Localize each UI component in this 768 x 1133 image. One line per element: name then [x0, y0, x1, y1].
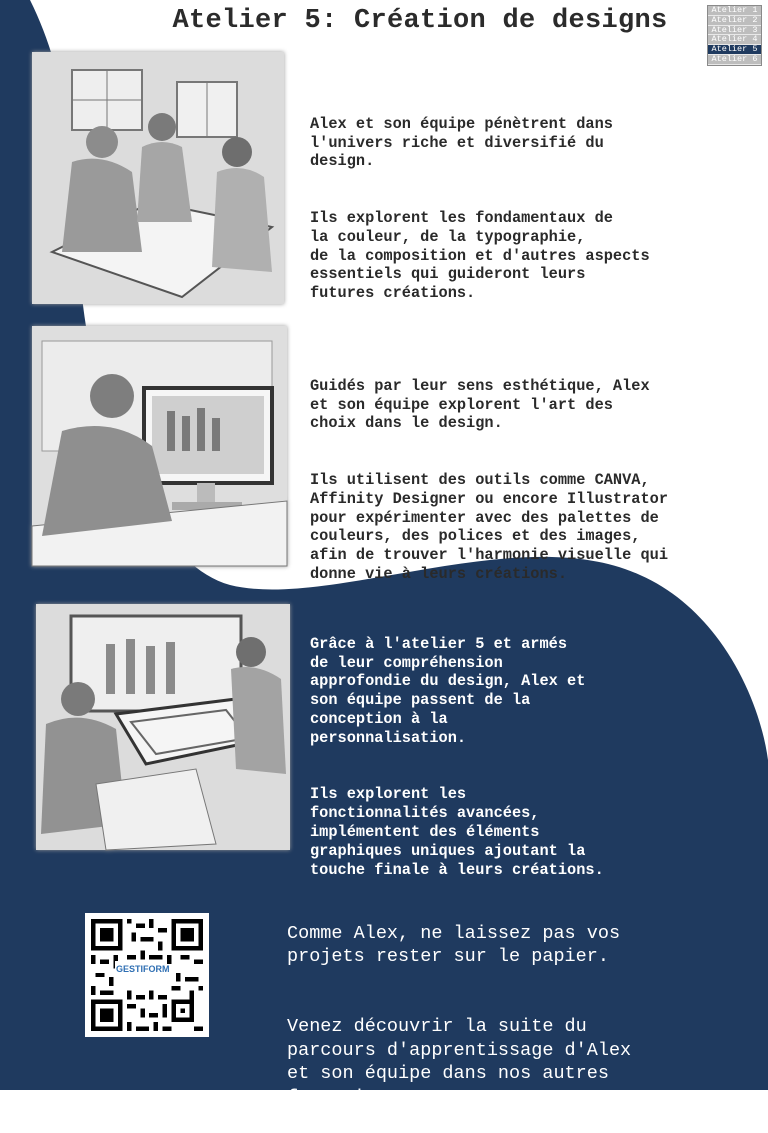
section-3-paragraph-1: Grâce à l'atelier 5 et armés de leur compréhension approfondie du design, Alex et son équipe passent de la conception à la personnalisation. [310, 634, 586, 747]
sketch-team-working-at-table [32, 52, 284, 304]
section-2-paragraph-2: Ils utilisent des outils comme CANVA, Affinity Designer ou encore Illustrator pour expérimenter avec des palettes de couleurs, des polices et des images, afin de trouver l'harmonie visuelle qui donne vie à leurs créations. [310, 470, 669, 583]
workshop-nav [707, 5, 762, 66]
section-1-paragraph-1: Alex et son équipe pénètrent dans l'univers riche et diversifié du design. [310, 114, 613, 171]
page-title: Atelier 5: Création de designs [172, 6, 668, 36]
qr-logo-label: GESTIFORM [115, 961, 167, 975]
closing-paragraph-2: Venez découvrir la suite du parcours d'apprentissage d'Alex et son équipe dans nos autres formations [287, 1016, 632, 1108]
sketch-designer-at-computer [32, 326, 287, 566]
nav-item-atelier-1[interactable]: Atelier 1 [708, 6, 761, 16]
closing-text [287, 898, 757, 1133]
nav-item-atelier-2[interactable]: Atelier 2 [708, 16, 761, 26]
section-1-text [310, 96, 750, 322]
sketch-team-reviewing-screen [36, 604, 290, 850]
section-1-paragraph-2: Ils explorent les fondamentaux de la couleur, de la typographie, de la composition et d'autres aspects essentiels qui guideront leurs futures créations. [310, 208, 650, 303]
section-3-paragraph-2: Ils explorent les fonctionnalités avancées, implémentent des éléments graphiques uniques ajoutant la touche finale à leurs créations. [310, 785, 604, 879]
nav-item-atelier-4[interactable]: Atelier 4 [708, 35, 761, 45]
section-2-paragraph-1: Guidés par leur sens esthétique, Alex et son équipe explorent l'art des choix dans le design. [310, 376, 650, 433]
nav-item-atelier-5[interactable]: Atelier 5 [708, 45, 761, 55]
nav-item-atelier-6[interactable]: Atelier 6 [708, 55, 761, 65]
closing-paragraph-1: Comme Alex, ne laissez pas vos projets rester sur le papier. [287, 922, 621, 967]
nav-item-atelier-3[interactable]: Atelier 3 [708, 26, 761, 36]
section-3-text [310, 616, 670, 898]
qr-code[interactable] [85, 913, 209, 1037]
section-2-text [310, 358, 750, 603]
